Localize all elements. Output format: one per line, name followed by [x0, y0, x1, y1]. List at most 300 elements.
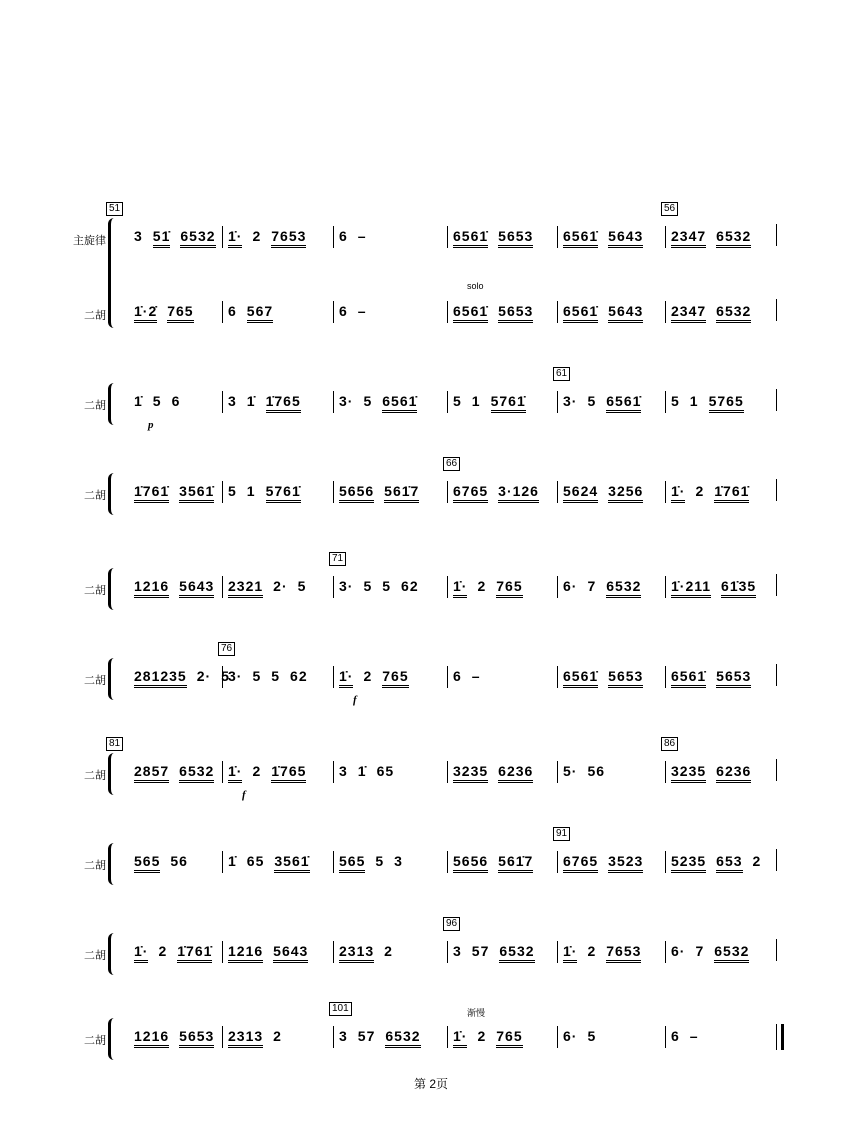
note-group: 565 [134, 853, 160, 873]
barline [665, 1026, 666, 1048]
note-group: 6532 [180, 228, 215, 248]
note-group: 5 [453, 393, 462, 409]
note-group: 6532 [714, 943, 749, 963]
note-group: 6532 [716, 228, 751, 248]
note-group: 6561̇ [453, 303, 488, 323]
note-group: 1 [246, 483, 256, 499]
measure [453, 853, 543, 869]
note-group: 5 [363, 393, 373, 409]
note-group: 2· [273, 578, 288, 594]
note-group: 1 [471, 393, 481, 409]
note-group: 61̇35 [721, 578, 756, 598]
note-group: 2 [158, 943, 168, 959]
note-group: 6532 [385, 1028, 420, 1048]
measure [671, 228, 761, 244]
measure-number: 71 [329, 552, 346, 566]
measure-number: 91 [553, 827, 570, 841]
note-group: 1̇· [671, 483, 685, 503]
barline [447, 301, 448, 323]
barline [333, 226, 334, 248]
barline [447, 851, 448, 873]
barline [333, 391, 334, 413]
note-group: 1̇765 [271, 763, 306, 783]
note-group: 6 [171, 393, 181, 409]
note-group: 65 [246, 853, 265, 869]
page-number: 第 2页 [413, 1077, 448, 1091]
note-group: 7 [587, 578, 597, 594]
note-group: 7653 [606, 943, 641, 963]
instrument-label: 二胡 [84, 310, 106, 322]
barline [665, 391, 666, 413]
barline [447, 1026, 448, 1048]
note-group: 5653 [716, 668, 751, 688]
note-group: 1̇ [246, 393, 256, 409]
barline [333, 301, 334, 323]
measure-number: 51 [106, 202, 123, 216]
note-group: 1̇· [339, 668, 353, 688]
barline [776, 479, 777, 501]
note-group: 3561̇ [274, 853, 309, 873]
barline [557, 941, 558, 963]
barline [665, 226, 666, 248]
note-group: 1̇· [134, 943, 148, 963]
note-group: 3523 [608, 853, 643, 873]
note-group: 5656 [453, 853, 488, 873]
note-group: 51̇ [153, 228, 171, 248]
barline [333, 851, 334, 873]
note-group: 3235 [453, 763, 488, 783]
instrument-label: 二胡 [84, 400, 106, 412]
measure [453, 393, 536, 409]
barline [665, 666, 666, 688]
measure [134, 578, 224, 594]
note-group: 3· [339, 578, 354, 594]
note-group: 56 [587, 763, 606, 779]
system-brace [108, 473, 119, 515]
measure [563, 668, 653, 684]
measure [339, 228, 377, 244]
note-group: 6765 [563, 853, 598, 873]
barline [447, 941, 448, 963]
barline [776, 849, 777, 871]
measure [134, 303, 204, 319]
expression-mark: solo [467, 281, 484, 291]
final-barline [776, 1024, 784, 1050]
measure [671, 763, 761, 779]
instrument-label: 主旋律 [73, 235, 106, 247]
note-group: 2 [252, 763, 262, 779]
measure [671, 578, 766, 594]
measure [339, 668, 419, 684]
note-group: 565 [339, 853, 365, 873]
barline [557, 851, 558, 873]
note-group: 2 [752, 853, 762, 869]
measure [453, 578, 533, 594]
note-group: 6532 [716, 303, 751, 323]
note-group: 2· [196, 668, 212, 684]
note-group: 6532 [179, 763, 214, 783]
note-group: 5· [563, 763, 578, 779]
note-group: 653 [716, 853, 742, 873]
instrument-label: 二胡 [84, 675, 106, 687]
note-group: 2313 [228, 1028, 263, 1048]
barline [447, 761, 448, 783]
measure [563, 228, 653, 244]
barline [665, 301, 666, 323]
note-group: 2347 [671, 228, 706, 248]
system-brace [108, 658, 119, 700]
note-group: 5 [363, 578, 373, 594]
barline [333, 1026, 334, 1048]
measure [671, 393, 754, 409]
note-group: 5765 [709, 393, 744, 413]
measure [563, 303, 653, 319]
note-group: 6532 [606, 578, 641, 598]
note-group: 567 [247, 303, 273, 323]
measure [453, 668, 491, 684]
barline [557, 1026, 558, 1048]
measure-number: 86 [661, 737, 678, 751]
measure [339, 763, 404, 779]
note-group: 1̇ [134, 393, 143, 409]
barline [557, 301, 558, 323]
note-group: 2 [477, 578, 487, 594]
measure [134, 1028, 224, 1044]
note-group: 6 [339, 303, 348, 319]
note-group: 3 [339, 763, 348, 779]
measure [228, 763, 316, 779]
measure [453, 483, 549, 499]
note-group: 5235 [671, 853, 706, 873]
barline [557, 666, 558, 688]
measure [228, 578, 316, 594]
note-group: – [471, 668, 481, 684]
measure [228, 668, 318, 684]
system-brace [108, 843, 119, 885]
measure [339, 943, 403, 959]
note-group: 7 [695, 943, 705, 959]
measure [134, 228, 226, 244]
measure [228, 943, 318, 959]
barline [776, 224, 777, 246]
note-group: 5643 [608, 303, 643, 323]
note-group: 561̇7 [498, 853, 533, 873]
note-group: 6236 [498, 763, 533, 783]
note-group: 2 [363, 668, 373, 684]
measure [134, 853, 198, 869]
note-group: 5 [587, 393, 597, 409]
measure [671, 853, 771, 869]
note-group: 5 [228, 483, 237, 499]
barline [222, 226, 223, 248]
note-group: 1̇· [453, 1028, 467, 1048]
note-group: 1̇761̇ [177, 943, 212, 963]
note-group: 3· [563, 393, 578, 409]
dynamic-mark: f [242, 789, 246, 801]
dynamic-mark: p [148, 419, 154, 431]
measure [453, 228, 543, 244]
note-group: 62 [290, 668, 308, 684]
note-group: 5653 [498, 228, 533, 248]
measure [563, 853, 653, 869]
measure [228, 393, 311, 409]
note-group: 1216 [134, 578, 169, 598]
note-group: 3 [453, 943, 462, 959]
note-group: – [357, 303, 367, 319]
measure [563, 483, 653, 499]
barline [222, 481, 223, 503]
note-group: 281235 [134, 668, 187, 688]
measure [339, 303, 377, 319]
note-group: 65 [376, 763, 395, 779]
note-group: 5761̇ [491, 393, 526, 413]
barline [333, 666, 334, 688]
barline [447, 481, 448, 503]
measure [228, 1028, 292, 1044]
barline [222, 301, 223, 323]
note-group: 1̇765 [266, 393, 301, 413]
measure-number: 61 [553, 367, 570, 381]
system-brace [108, 753, 119, 795]
measure [671, 1028, 709, 1044]
barline [557, 576, 558, 598]
measure [563, 1028, 606, 1044]
measure [339, 483, 429, 499]
note-group: 1̇· [228, 228, 242, 248]
note-group: 6236 [716, 763, 751, 783]
measure [228, 483, 311, 499]
instrument-label: 二胡 [84, 1035, 106, 1047]
note-group: 5 [587, 1028, 597, 1044]
instrument-label: 二胡 [84, 770, 106, 782]
note-group: 6561̇ [671, 668, 706, 688]
note-group: 6 [671, 1028, 680, 1044]
barline [665, 851, 666, 873]
measure-number: 81 [106, 737, 123, 751]
note-group: 62 [401, 578, 419, 594]
measure [134, 943, 222, 959]
barline [776, 939, 777, 961]
system-brace [108, 1018, 119, 1060]
instrument-label: 二胡 [84, 860, 106, 872]
note-group: 561̇7 [384, 483, 419, 503]
barline [222, 761, 223, 783]
note-group: 3256 [608, 483, 643, 503]
measure [671, 943, 759, 959]
barline [447, 576, 448, 598]
measure [339, 853, 413, 869]
measure [134, 483, 224, 499]
note-group: 1 [689, 393, 699, 409]
note-group: 6561̇ [606, 393, 641, 413]
note-group: 2857 [134, 763, 169, 783]
note-group: 1̇· [563, 943, 577, 963]
barline [222, 941, 223, 963]
note-group: 5643 [179, 578, 214, 598]
note-group: 6561̇ [563, 228, 598, 248]
instrument-label: 二胡 [84, 490, 106, 502]
note-group: 2321 [228, 578, 263, 598]
note-group: 6532 [499, 943, 534, 963]
note-group: 57 [357, 1028, 376, 1044]
note-group: 3 [228, 393, 237, 409]
note-group: 1216 [134, 1028, 169, 1048]
barline [557, 226, 558, 248]
barline [665, 576, 666, 598]
measure [671, 303, 761, 319]
note-group: 765 [496, 1028, 522, 1048]
note-group: 2 [252, 228, 262, 244]
note-group: 3 [394, 853, 403, 869]
system-brace [108, 568, 119, 610]
note-group: 5653 [608, 668, 643, 688]
measure [453, 763, 543, 779]
note-group: 3·126 [498, 483, 539, 503]
note-group: 5653 [179, 1028, 214, 1048]
note-group: 2347 [671, 303, 706, 323]
measure [563, 943, 651, 959]
measure [339, 393, 427, 409]
barline [222, 666, 223, 688]
barline [333, 576, 334, 598]
note-group: 1̇·211 [671, 578, 711, 598]
barline [333, 941, 334, 963]
note-group: 5653 [498, 303, 533, 323]
measure [453, 303, 543, 319]
note-group: 1̇· [228, 763, 242, 783]
measure [134, 763, 224, 779]
barline [665, 481, 666, 503]
expression-mark: 渐慢 [467, 1008, 486, 1018]
note-group: 5656 [339, 483, 374, 503]
note-group: 6561̇ [382, 393, 417, 413]
note-group: 56 [170, 853, 188, 869]
measure-number: 56 [661, 202, 678, 216]
note-group: 5 [252, 668, 262, 684]
measure [453, 1028, 533, 1044]
barline [447, 226, 448, 248]
measure [453, 943, 545, 959]
note-group: 6561̇ [563, 303, 598, 323]
measure-number: 96 [443, 917, 460, 931]
measure-number: 76 [218, 642, 235, 656]
system-brace [108, 218, 119, 328]
note-group: 765 [382, 668, 408, 688]
note-group: 1̇·2̇ [134, 303, 157, 323]
note-group: 3· [339, 393, 354, 409]
system-brace [108, 933, 119, 975]
note-group: 765 [496, 578, 522, 598]
note-group: 5 [152, 393, 162, 409]
barline [557, 761, 558, 783]
note-group: 2 [384, 943, 393, 959]
measure [563, 578, 651, 594]
barline [447, 391, 448, 413]
instrument-label: 二胡 [84, 585, 106, 597]
measure [339, 1028, 431, 1044]
barline [447, 666, 448, 688]
barline [333, 481, 334, 503]
barline [222, 391, 223, 413]
dynamic-mark: f [353, 694, 357, 706]
note-group: 1216 [228, 943, 263, 963]
note-group: 5 [297, 578, 307, 594]
note-group: 3 [339, 1028, 348, 1044]
note-group: 6 [453, 668, 462, 684]
note-group: 5 [382, 578, 392, 594]
note-group: 7653 [271, 228, 306, 248]
barline [333, 761, 334, 783]
note-group: 6 [339, 228, 348, 244]
measure [228, 303, 283, 319]
note-group: 5 [221, 668, 230, 684]
measure [563, 763, 615, 779]
barline [222, 851, 223, 873]
measure [134, 393, 190, 409]
note-group: 765 [167, 303, 193, 323]
system-brace [108, 383, 119, 425]
measure-number: 101 [329, 1002, 352, 1016]
note-group: 1̇ [357, 763, 367, 779]
note-group: 1̇· [453, 578, 467, 598]
note-group: 5 [671, 393, 680, 409]
note-group: 2313 [339, 943, 374, 963]
barline [776, 574, 777, 596]
note-group: 5761̇ [266, 483, 301, 503]
note-group: 3 [134, 228, 143, 244]
note-group: 3· [228, 668, 243, 684]
barline [222, 576, 223, 598]
note-group: – [689, 1028, 699, 1044]
note-group: 6· [563, 578, 578, 594]
note-group: 3235 [671, 763, 706, 783]
note-group: 1̇ [228, 853, 237, 869]
note-group: 2 [587, 943, 597, 959]
note-group: 1̇761̇ [134, 483, 169, 503]
barline [222, 1026, 223, 1048]
note-group: 6561̇ [453, 228, 488, 248]
measure-number: 66 [443, 457, 460, 471]
note-group: 1̇761̇ [714, 483, 749, 503]
note-group: 5624 [563, 483, 598, 503]
measure [563, 393, 651, 409]
barline [776, 759, 777, 781]
measure [134, 668, 243, 684]
barline [665, 941, 666, 963]
note-group: 3561̇ [179, 483, 214, 503]
barline [557, 391, 558, 413]
barline [665, 761, 666, 783]
measure [228, 853, 320, 869]
note-group: 6 [228, 303, 237, 319]
note-group: – [357, 228, 367, 244]
note-group: 5 [271, 668, 281, 684]
measure [671, 483, 759, 499]
barline [776, 299, 777, 321]
note-group: 5643 [273, 943, 308, 963]
note-group: 2 [273, 1028, 282, 1044]
note-group: 2 [695, 483, 705, 499]
note-group: 6· [671, 943, 686, 959]
note-group: 6765 [453, 483, 488, 503]
barline [557, 481, 558, 503]
note-group: 5643 [608, 228, 643, 248]
measure [228, 228, 316, 244]
measure [671, 668, 761, 684]
barline [776, 389, 777, 411]
note-group: 6· [563, 1028, 578, 1044]
note-group: 5 [375, 853, 385, 869]
